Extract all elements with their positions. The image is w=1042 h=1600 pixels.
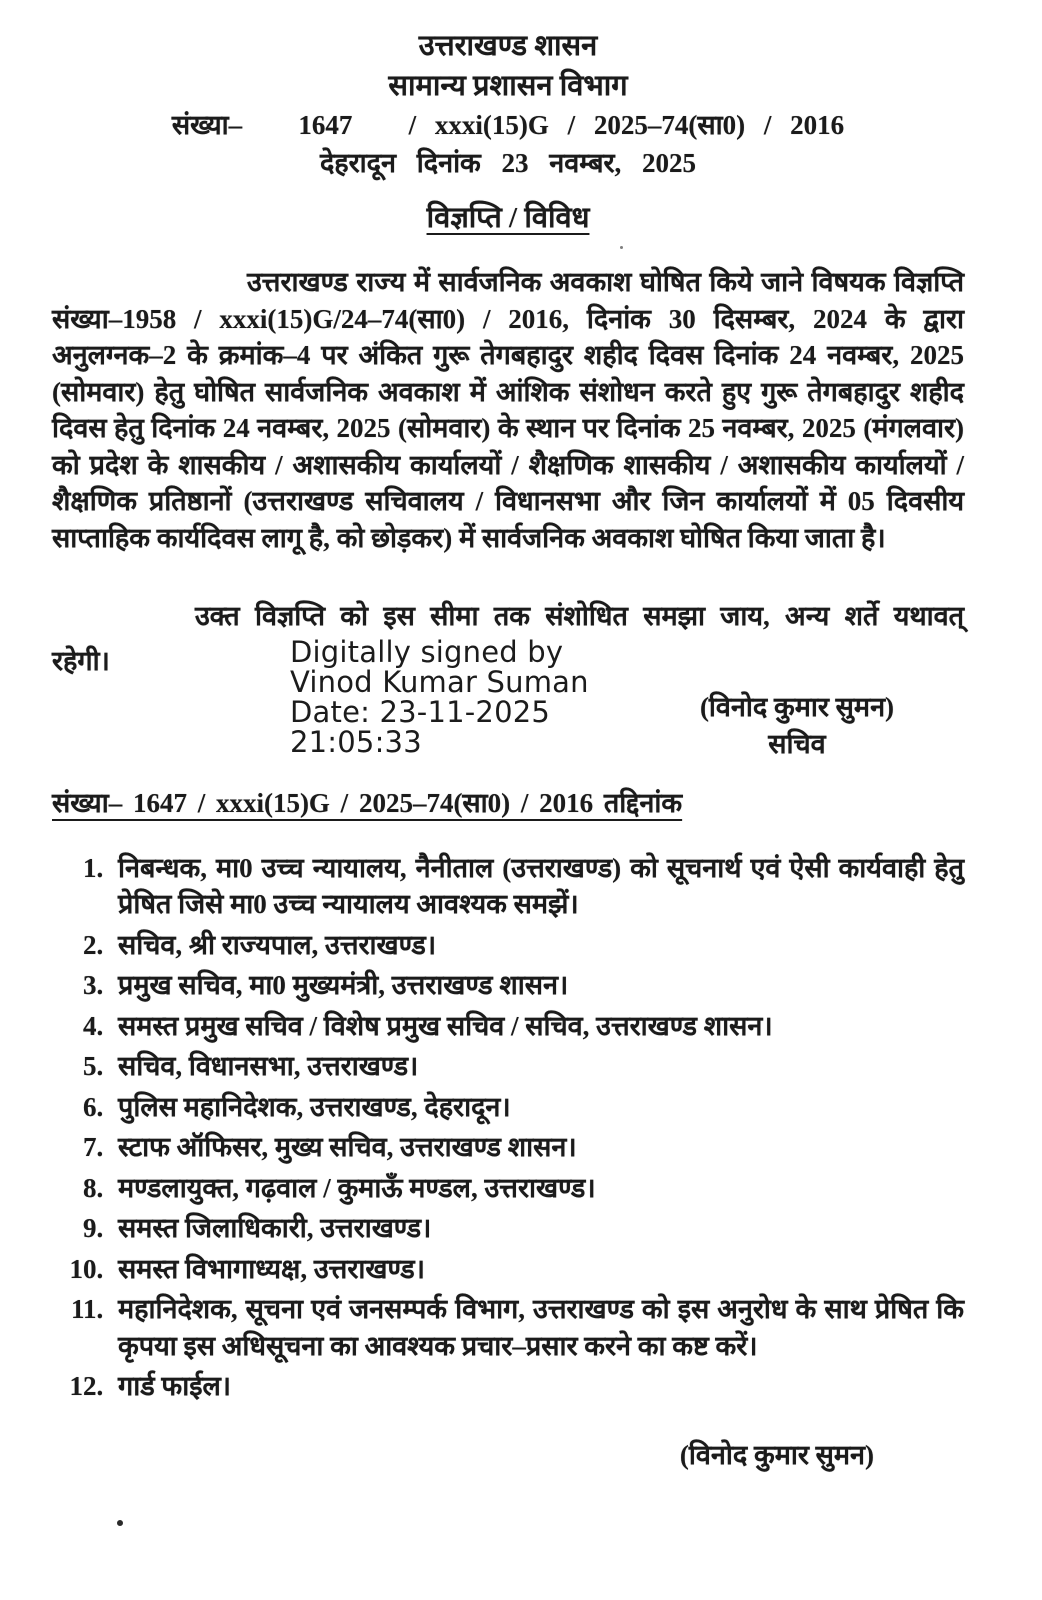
place-date-line: देहरादून दिनांक 23 नवम्बर, 2025 — [319, 148, 697, 178]
distribution-item: 5. सचिव, विधानसभा, उत्तराखण्ड। — [110, 1048, 964, 1085]
distribution-item: 9. समस्त जिलाधिकारी, उत्तराखण्ड। — [110, 1210, 964, 1247]
subject-heading-text: विज्ञप्ति / विविध — [426, 202, 590, 234]
body-paragraph-1: उत्तराखण्ड राज्य में सार्वजनिक अवकाश घोषित किये जाने विषयक विज्ञप्ति संख्या–1958 / xxxi(15)G/24–74(सा0) / 2016, दिनांक 30 दिसम्बर, 2024 के द्वारा अनुलग्नक–2 के क्रमांक–4 पर अंकित गुरू तेगबहादुर शहीद दिवस दिनांक 24 नवम्बर, 2025 (सोमवार) हेतु घोषित सार्वजनिक अवकाश में आंशिक संशोधन करते हुए गुरू तेगबहादुर शहीद दिवस हेतु दिनांक 24 नवम्बर, 2025 (सोमवार) के स्थान पर दिनांक 25 नवम्बर, 2025 (मंगलवार) को प्रदेश के शासकीय / अशासकीय कार्यालयों / शैक्षणिक शासकीय / अशासकीय कार्यालयों / शैक्षणिक प्रतिष्ठानों (उत्तराखण्ड सचिवालय / विधानसभा और जिन कार्यालयों में 05 दिवसीय साप्ताहिक कार्यदिवस लागू है, को छोड़कर) में सार्वजनिक अवकाश घोषित किया जाता है। — [52, 267, 964, 553]
distribution-item: 8. मण्डलायुक्त, गढ़वाल / कुमाऊँ मण्डल, उत्तराखण्ड। — [110, 1170, 964, 1207]
reference-number-line: संख्या– 1647 / xxxi(15)G / 2025–74(सा0) / 2016 तद्दिनांक — [52, 787, 683, 818]
distribution-item: 10. समस्त विभागाध्यक्ष, उत्तराखण्ड। — [110, 1251, 964, 1288]
signer-designation: सचिव — [768, 728, 826, 759]
distribution-item: 4. समस्त प्रमुख सचिव / विशेष प्रमुख सचिव / सचिव, उत्तराखण्ड शासन। — [110, 1008, 964, 1045]
signer-block — [652, 689, 942, 763]
digital-signature-line: Vinod Kumar Suman — [290, 664, 589, 699]
distribution-item: 1. निबन्धक, मा0 उच्च न्यायालय, नैनीताल (उत्तराखण्ड) को सूचनार्थ एवं ऐसी कार्यवाही हेतु प्रेषित जिसे मा0 उच्च न्यायालय आवश्यक समझें। — [110, 850, 964, 923]
digital-signature-line: Date: 23-11-2025 — [290, 694, 551, 729]
org-name: उत्तराखण्ड शासन — [418, 30, 598, 62]
distribution-list — [52, 850, 964, 1405]
scan-speck — [620, 246, 623, 249]
digital-signature-line: Digitally signed by — [290, 634, 564, 669]
digital-signature-line: 21:05:33 — [290, 724, 422, 759]
distribution-item: 3. प्रमुख सचिव, मा0 मुख्यमंत्री, उत्तराखण्ड शासन। — [110, 967, 964, 1004]
distribution-item: 2. सचिव, श्री राज्यपाल, उत्तराखण्ड। — [110, 927, 964, 964]
digital-signature-block — [290, 634, 589, 759]
distribution-item: 12. गार्ड फाईल। — [110, 1368, 964, 1405]
signer-name: (विनोद कुमार सुमन) — [699, 691, 895, 722]
subject-heading — [52, 198, 964, 238]
footer-signer-name: (विनोद कुमार सुमन) — [679, 1439, 874, 1470]
distribution-item: 7. स्टाफ ऑफिसर, मुख्य सचिव, उत्तराखण्ड शासन। — [110, 1129, 964, 1166]
dept-name: सामान्य प्रशासन विभाग — [388, 70, 628, 102]
body-paragraph-2-line2: रहेगी। — [52, 645, 110, 676]
scan-speck — [117, 1520, 123, 1526]
letter-number-line: संख्या– 1647 / xxxi(15)G / 2025–74(सा0) / 2016 — [171, 110, 845, 140]
distribution-item: 6. पुलिस महानिदेशक, उत्तराखण्ड, देहरादून। — [110, 1089, 964, 1126]
distribution-item: 11. महानिदेशक, सूचना एवं जनसम्पर्क विभाग, उत्तराखण्ड को इस अनुरोध के साथ प्रेषित कि कृपया इस अधिसूचना का आवश्यक प्रचार–प्रसार करने का कष्ट करें। — [110, 1291, 964, 1364]
signature-area — [52, 634, 964, 765]
body-paragraph-2-line1: उक्त विज्ञप्ति को इस सीमा तक संशोधित समझा जाय, अन्य शर्ते यथावत् — [195, 601, 964, 631]
